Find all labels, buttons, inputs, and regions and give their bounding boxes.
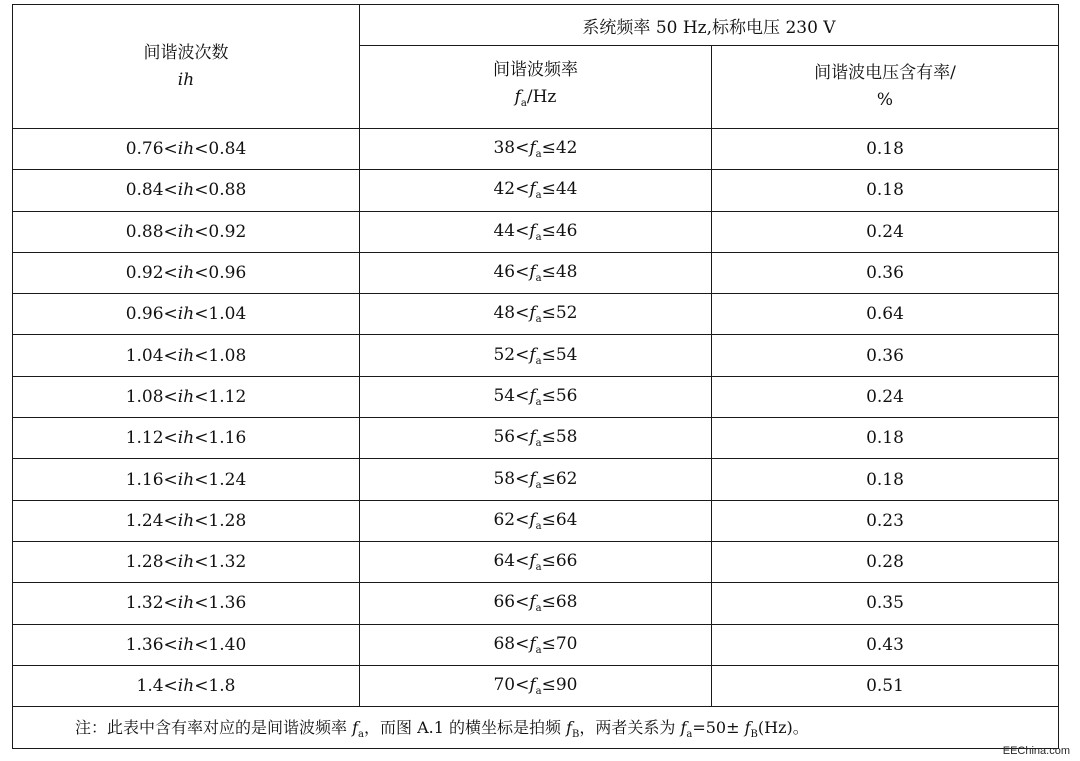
cell-frequency: $70<f_a\le 90$ [360, 665, 712, 706]
cell-frequency: $52<f_a\le 54$ [360, 335, 712, 376]
table-row [13, 335, 1059, 376]
cell-frequency: $54<f_a\le 56$ [360, 376, 712, 417]
table-row [13, 541, 1059, 582]
cell-harmonic-order: 1.32<ih<1.36 [13, 583, 360, 624]
cell-frequency: $66<f_a\le 68$ [360, 583, 712, 624]
cell-harmonic-order: 1.12<ih<1.16 [13, 418, 360, 459]
cell-harmonic-order: 1.36<ih<1.40 [13, 624, 360, 665]
cell-frequency: $42<f_a\le 44$ [360, 170, 712, 211]
cell-harmonic-order: 0.84<ih<0.88 [13, 170, 360, 211]
cell-frequency: $44<f_a\le 46$ [360, 211, 712, 252]
harmonic-table [12, 4, 1059, 749]
table-row [13, 665, 1059, 706]
cell-harmonic-order: 0.76<ih<0.84 [13, 129, 360, 170]
cell-voltage-ratio: 0.64 [712, 294, 1059, 335]
table-row [13, 376, 1059, 417]
cell-harmonic-order: 1.08<ih<1.12 [13, 376, 360, 417]
table-note: 注：此表中含有率对应的是间谐波频率 $f_a$，而图 A.1 的横坐标是拍频 $f_B$，两者关系为 $f_a=50\pm f_B(Hz)$。 [13, 707, 1059, 749]
cell-voltage-ratio: 0.18 [712, 418, 1059, 459]
table-row [13, 500, 1059, 541]
cell-frequency: $48<f_a\le 52$ [360, 294, 712, 335]
cell-harmonic-order: 1.24<ih<1.28 [13, 500, 360, 541]
table-row [13, 459, 1059, 500]
cell-voltage-ratio: 0.35 [712, 583, 1059, 624]
table-body [13, 129, 1059, 707]
table-row [13, 211, 1059, 252]
cell-voltage-ratio: 0.18 [712, 170, 1059, 211]
cell-frequency: $56<f_a\le 58$ [360, 418, 712, 459]
cell-harmonic-order: 1.04<ih<1.08 [13, 335, 360, 376]
cell-voltage-ratio: 0.23 [712, 500, 1059, 541]
table-row [13, 583, 1059, 624]
cell-voltage-ratio: 0.18 [712, 129, 1059, 170]
cell-frequency: $58<f_a\le 62$ [360, 459, 712, 500]
table-row [13, 129, 1059, 170]
cell-harmonic-order: 1.4<ih<1.8 [13, 665, 360, 706]
cell-harmonic-order: 0.96<ih<1.04 [13, 294, 360, 335]
cell-voltage-ratio: 0.24 [712, 211, 1059, 252]
cell-frequency: $68<f_a\le 70$ [360, 624, 712, 665]
header-harmonic-order: 间谐波次数 ih [13, 5, 360, 129]
watermark: EEChina.com [1002, 745, 1070, 757]
cell-harmonic-order: 1.16<ih<1.24 [13, 459, 360, 500]
cell-harmonic-order: 0.88<ih<0.92 [13, 211, 360, 252]
cell-voltage-ratio: 0.28 [712, 541, 1059, 582]
cell-voltage-ratio: 0.24 [712, 376, 1059, 417]
cell-voltage-ratio: 0.36 [712, 335, 1059, 376]
cell-voltage-ratio: 0.18 [712, 459, 1059, 500]
header-system-title: 系统频率 50 Hz,标称电压 230 V [360, 5, 1059, 46]
cell-voltage-ratio: 0.51 [712, 665, 1059, 706]
header-voltage-ratio: 间谐波电压含有率/ % [712, 46, 1059, 129]
header-frequency: 间谐波频率 $f_a/Hz$ [360, 46, 712, 129]
cell-frequency: $64<f_a\le 66$ [360, 541, 712, 582]
table-row [13, 252, 1059, 293]
table-row [13, 294, 1059, 335]
cell-frequency: $46<f_a\le 48$ [360, 252, 712, 293]
cell-frequency: $62<f_a\le 64$ [360, 500, 712, 541]
cell-harmonic-order: 0.92<ih<0.96 [13, 252, 360, 293]
table-row [13, 418, 1059, 459]
cell-frequency: $38<f_a\le 42$ [360, 129, 712, 170]
table-row [13, 170, 1059, 211]
table-row [13, 624, 1059, 665]
cell-harmonic-order: 1.28<ih<1.32 [13, 541, 360, 582]
cell-voltage-ratio: 0.43 [712, 624, 1059, 665]
cell-voltage-ratio: 0.36 [712, 252, 1059, 293]
